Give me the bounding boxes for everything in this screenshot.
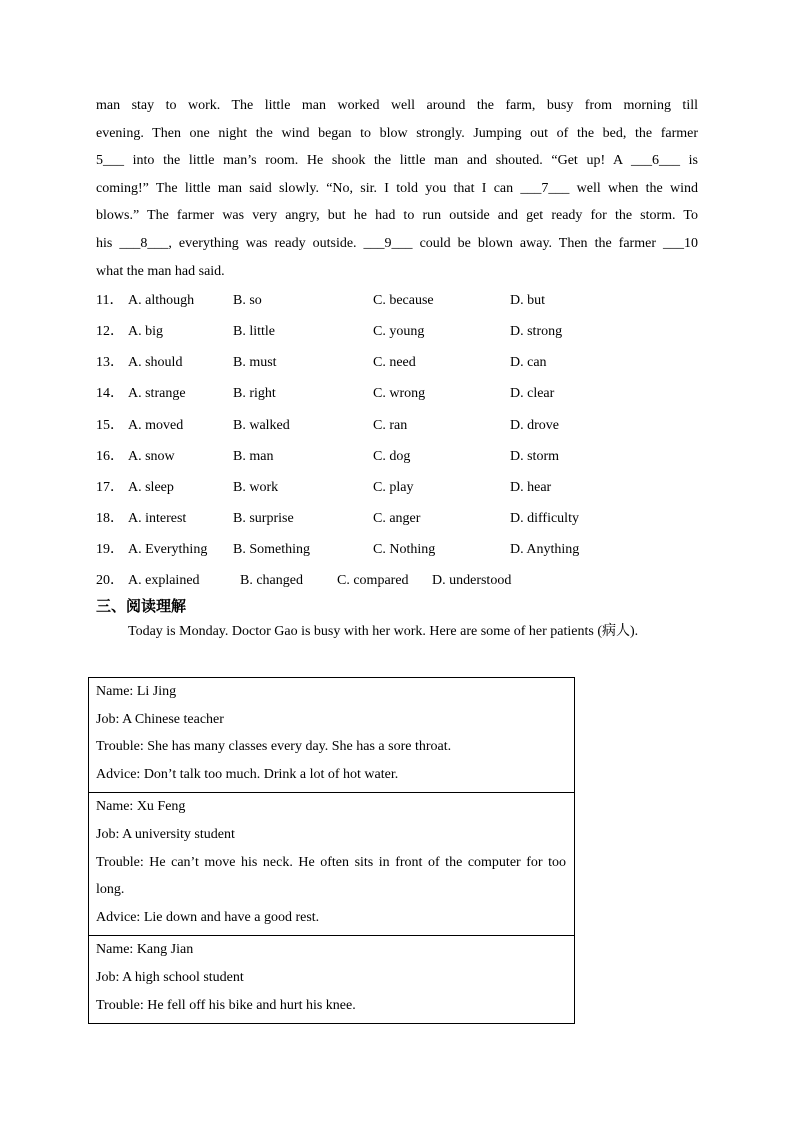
option-d: D. clear — [510, 386, 555, 402]
question-number: 18． — [96, 510, 124, 526]
patient-trouble: Trouble: She has many classes every day. She has a sore throat. — [96, 739, 452, 755]
question-number: 17． — [96, 479, 124, 495]
option-a: A. strange — [128, 386, 186, 402]
patient-record — [89, 793, 574, 936]
option-a: A. Everything — [128, 541, 208, 557]
option-d: D. but — [510, 293, 545, 309]
option-d: D. understood — [432, 573, 512, 588]
option-a: A. explained — [128, 573, 200, 588]
option-d: D. strong — [510, 324, 563, 340]
option-c: C. compared — [337, 573, 409, 588]
passage-line: his ___8___, everything was ready outside. ___9___ could be blown away. Then the farmer ___10 — [96, 235, 698, 251]
patient-name: Name: Kang Jian — [96, 942, 194, 958]
option-a: A. should — [128, 355, 183, 371]
option-d: D. storm — [510, 448, 559, 464]
option-b: B. surprise — [233, 510, 294, 526]
option-a: A. sleep — [128, 479, 174, 495]
question-row — [96, 347, 698, 378]
option-b: B. so — [233, 293, 262, 309]
question-row — [96, 378, 698, 409]
option-c: C. need — [373, 355, 416, 371]
option-d: D. Anything — [510, 541, 580, 557]
patient-name: Name: Xu Feng — [96, 799, 186, 815]
question-number: 11． — [96, 293, 124, 309]
passage-line: blows.” The farmer was very angry, but he had to run outside and get ready for the storm. To — [96, 208, 698, 224]
option-d: D. hear — [510, 479, 552, 495]
option-c: C. because — [373, 293, 434, 309]
option-b: B. changed — [240, 573, 303, 588]
option-b: B. man — [233, 448, 274, 464]
option-b: B. little — [233, 324, 275, 340]
question-row — [96, 503, 698, 534]
patient-advice: Advice: Lie down and have a good rest. — [96, 909, 320, 925]
option-c: C. young — [373, 324, 425, 340]
patients-table — [88, 677, 575, 1024]
question-row — [96, 472, 698, 503]
passage-line: evening. Then one night the wind began to blow strongly. Jumping out of the bed, the farmer — [96, 125, 698, 141]
question-number: 19． — [96, 541, 124, 557]
option-a: A. big — [128, 324, 163, 340]
question-number: 14． — [96, 386, 124, 402]
option-b: B. walked — [233, 417, 290, 433]
question-row — [96, 285, 698, 316]
patient-name: Name: Li Jing — [96, 684, 177, 699]
option-d: D. difficulty — [510, 510, 579, 526]
passage-line: what the man had said. — [96, 263, 225, 279]
cloze-passage — [96, 92, 698, 285]
option-a: A. moved — [128, 417, 184, 433]
option-a: A. although — [128, 293, 195, 309]
option-a: A. snow — [128, 448, 175, 464]
option-c: C. play — [373, 479, 414, 495]
patient-job: Job: A high school student — [96, 969, 244, 985]
option-a: A. interest — [128, 510, 187, 526]
document-page — [96, 92, 698, 646]
patient-advice: Advice: Don’t talk too much. Drink a lot of hot water. — [96, 766, 399, 782]
question-number: 16． — [96, 448, 124, 464]
option-c: C. dog — [373, 448, 411, 464]
patient-record — [89, 936, 574, 1024]
question-options-list — [96, 285, 698, 596]
option-b: B. must — [233, 355, 277, 371]
option-c: C. wrong — [373, 386, 426, 402]
question-number: 15． — [96, 417, 124, 433]
option-b: B. Something — [233, 541, 311, 557]
option-b: B. work — [233, 479, 279, 495]
option-c: C. ran — [373, 417, 408, 433]
passage-line: coming!” The little man said slowly. “No, sir. I told you that I can ___7___ well when the wind — [96, 180, 698, 196]
reading-intro: Today is Monday. Doctor Gao is busy with her work. Here are some of her patients (病人). — [128, 624, 639, 640]
passage-line: man stay to work. The little man worked well around the farm, busy from morning till — [96, 98, 698, 113]
question-number: 12． — [96, 324, 124, 340]
question-row — [96, 410, 698, 441]
option-d: D. can — [510, 355, 547, 371]
patient-record — [89, 678, 574, 793]
option-d: D. drove — [510, 417, 559, 433]
patient-job: Job: A Chinese teacher — [96, 711, 224, 727]
question-row — [96, 534, 698, 565]
patient-job: Job: A university student — [96, 826, 235, 842]
option-c: C. anger — [373, 510, 421, 526]
option-c: C. Nothing — [373, 541, 436, 557]
question-number: 20． — [96, 573, 124, 588]
option-b: B. right — [233, 386, 276, 402]
question-row — [96, 441, 698, 472]
question-number: 13． — [96, 355, 124, 371]
section-heading: 三、阅读理解 — [96, 597, 187, 616]
question-row — [96, 316, 698, 347]
question-row — [96, 565, 698, 596]
patient-trouble: Trouble: He fell off his bike and hurt his knee. — [96, 997, 356, 1013]
patient-trouble: Trouble: He can’t move his neck. He often sits in front of the computer for too long. — [96, 854, 566, 898]
passage-line: 5___ into the little man’s room. He shook the little man and shouted. “Get up! A ___6___ is — [96, 153, 698, 169]
